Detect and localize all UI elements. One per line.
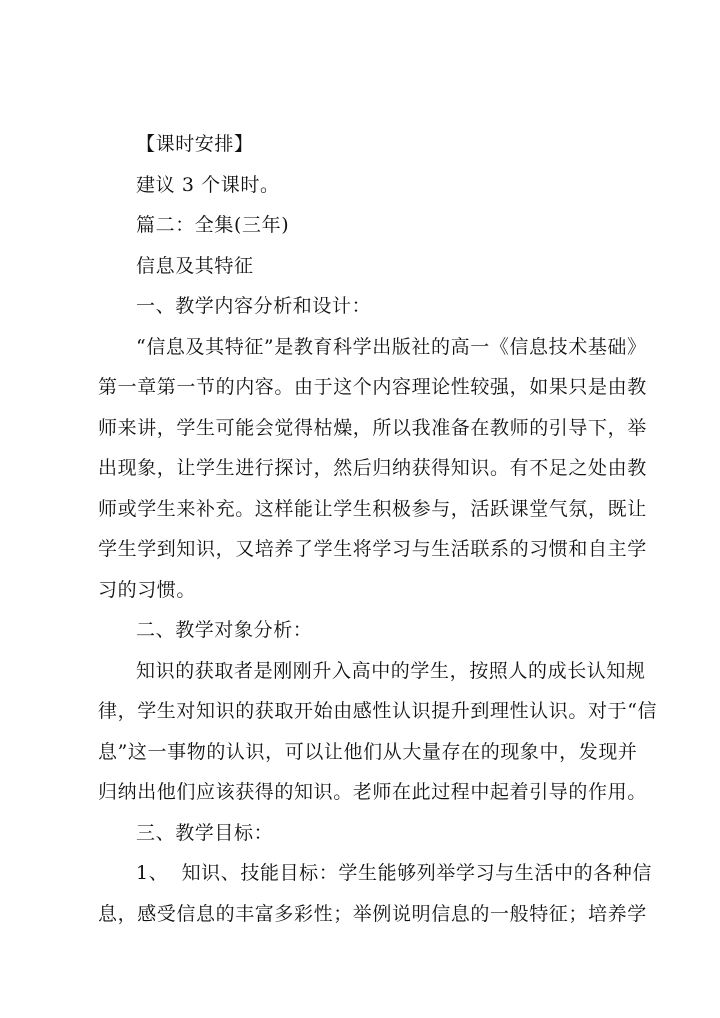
paragraph-line: “信息及其特征”是教育科学出版社的高一《信息技术基础》 (136, 335, 647, 358)
chapter-heading: 篇二：全集(三年) (136, 214, 290, 236)
section-heading-content-analysis: 一、教学内容分析和设计： (136, 295, 372, 317)
objective-line: 息，感受信息的丰富多彩性；举例说明信息的一般特征；培养学 (98, 902, 647, 925)
paragraph-line: 师或学生来补充。这样能让学生积极参与，活跃课堂气氛，既让 (98, 497, 647, 520)
paragraph-line: 学生学到知识，又培养了学生将学习与生活联系的习惯和自主学 (98, 538, 647, 560)
paragraph-line: 习的习惯。 (98, 578, 197, 601)
paragraph-line: 律，学生对知识的获取开始由感性认识提升到理性认识。对于“信 (98, 700, 658, 722)
paragraph-line: 知识的获取者是刚刚升入高中的学生，按照人的成长认知规 (136, 659, 646, 682)
paragraph-line: 息”这一事物的认识，可以让他们从大量存在的现象中，发现并 (98, 740, 638, 763)
lesson-title: 信息及其特征 (136, 254, 254, 277)
paragraph-line: 师来讲，学生可能会觉得枯燥，所以我准备在教师的引导下，举 (98, 416, 647, 439)
section-heading-audience-analysis: 二、教学对象分析： (136, 619, 313, 641)
section-heading-schedule: 【课时安排】 (136, 133, 254, 155)
schedule-text: 建议 3 个课时。 (136, 173, 280, 196)
objective-line: 1、 知识、技能目标：学生能够列举学习与生活中的各种信 (136, 862, 652, 884)
paragraph-line: 归纳出他们应该获得的知识。老师在此过程中起着引导的作用。 (98, 781, 647, 803)
document-body (98, 124, 658, 934)
paragraph-line: 第一章第一节的内容。由于这个内容理论性较强，如果只是由教 (98, 376, 647, 398)
paragraph-line: 出现象，让学生进行探讨，然后归纳获得知识。有不足之处由教 (98, 457, 647, 479)
section-heading-objectives: 三、教学目标： (136, 821, 274, 844)
